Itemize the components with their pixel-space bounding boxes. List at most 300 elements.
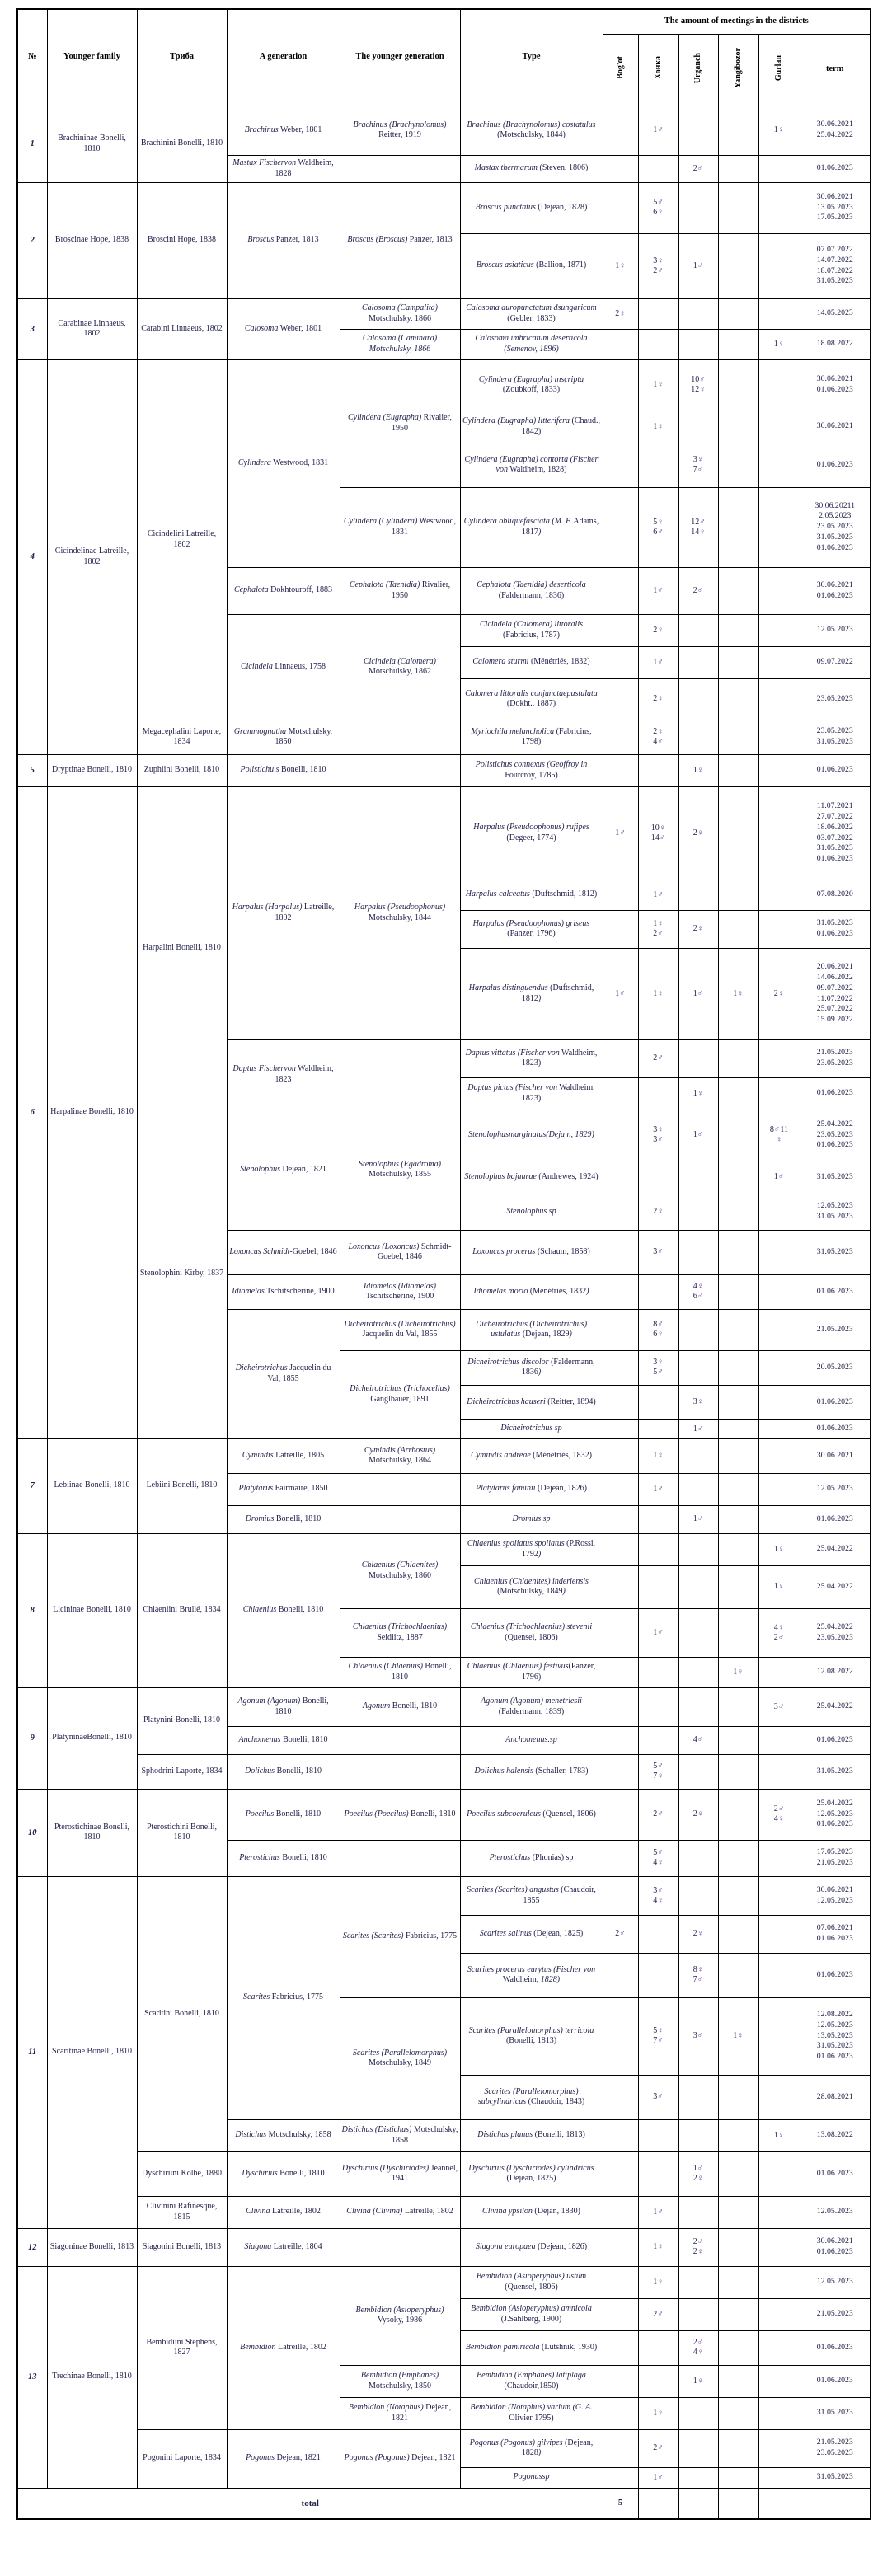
gender-symbol: ♀ (697, 1397, 704, 1406)
count-urganch: 1♂ (678, 1110, 718, 1161)
count-yangibozor (718, 2228, 758, 2266)
count-xonka (638, 2330, 678, 2365)
total-section (17, 2488, 871, 2519)
count-bogot (603, 1789, 638, 1840)
term-cell: 01.06.2023 (800, 1077, 871, 1110)
term-cell: 25.04.2022 (800, 1687, 871, 1726)
count-urganch (678, 1161, 718, 1194)
term-cell: 23.05.2023 (800, 678, 871, 720)
type-species-cell: Myriochila melancholica (Fabricius, 1798) (460, 720, 603, 754)
count-urganch (678, 1533, 718, 1565)
type-species-cell: Pterostichus (Phonias) sp (460, 1840, 603, 1876)
count-urganch: 3♂ (678, 1997, 718, 2075)
term-cell: 01.06.2023 (800, 1726, 871, 1754)
gender-symbol: ♂ (657, 929, 664, 938)
row-number: 11 (17, 1876, 47, 2228)
term-cell: 31.05.2023 (800, 2467, 871, 2488)
type-species-cell: Scarites (Parallelomorphus) terricola (Bonelli, 1813) (460, 1997, 603, 2075)
count-gurlan (758, 1230, 800, 1274)
triba-cell: Zuphiini Bonelli, 1810 (137, 754, 227, 786)
count-gurlan: 1♀ (758, 329, 800, 359)
younger-family-cell: Scaritinae Bonelli, 1810 (47, 1876, 137, 2228)
gender-symbol: ♀ (697, 2348, 704, 2357)
a-generation-cell: Grammognatha Motschulsky, 1850 (227, 720, 340, 754)
count-yangibozor (718, 1789, 758, 1840)
gender-symbol: ♀ (657, 919, 664, 928)
gender-symbol: ♂ (657, 2472, 664, 2482)
count-bogot (603, 678, 638, 720)
count-urganch: 1♂ (678, 1505, 718, 1533)
count-xonka: 1♀ (638, 2228, 678, 2266)
term-cell: 31.05.2023 (800, 1161, 871, 1194)
count-urganch (678, 1687, 718, 1726)
term-cell: 01.06.2023 (800, 1953, 871, 1997)
count-gurlan: 2♀ (758, 948, 800, 1039)
a-generation-cell: Cylindera Westwood, 1831 (227, 359, 340, 567)
triba-cell: Bembidiini Stephens, 1827 (137, 2266, 227, 2429)
type-species-cell: Dicheirotrichus sp (460, 1419, 603, 1438)
count-yangibozor (718, 614, 758, 646)
gender-symbol: ♂ (657, 657, 664, 667)
a-generation-cell: Bembidion Latreille, 1802 (227, 2266, 340, 2429)
count-urganch (678, 1840, 718, 1876)
count-bogot (603, 1274, 638, 1309)
count-yangibozor (718, 1953, 758, 1997)
gender-symbol: ♂ (697, 2164, 704, 2173)
type-species-cell: Broscus punctatus (Dejean, 1828) (460, 182, 603, 233)
count-xonka: 2♂ (638, 2429, 678, 2467)
species-row (17, 1754, 871, 1789)
col-header-district-gurlan (758, 34, 800, 106)
term-cell: 31.05.2023 (800, 2397, 871, 2429)
count-urganch: 2♂ 2♀ (678, 2228, 718, 2266)
count-urganch (678, 1350, 718, 1385)
triba-cell: Chlaeniini Brullé, 1834 (137, 1533, 227, 1687)
term-cell: 21.05.2023 23.05.2023 (800, 2429, 871, 2467)
species-row (17, 2196, 871, 2228)
a-generation-cell: Cymindis Latreille, 1805 (227, 1438, 340, 1473)
term-cell: 01.06.2023 (800, 443, 871, 487)
count-yangibozor (718, 411, 758, 443)
count-urganch (678, 880, 718, 910)
triba-cell: Cicindelini Latreille, 1802 (137, 359, 227, 720)
gender-symbol: ♀ (657, 2242, 664, 2251)
type-species-cell: Anchomenus.sp (460, 1726, 603, 1754)
triba-cell: Carabini Linnaeus, 1802 (137, 298, 227, 359)
term-cell: 12.08.2022 (800, 1657, 871, 1687)
term-cell: 25.04.2022 (800, 1533, 871, 1565)
type-species-cell: Calosoma auropunctatum dsungaricum (Gebler, 1833) (460, 298, 603, 329)
count-bogot (603, 1533, 638, 1565)
count-bogot (603, 614, 638, 646)
type-species-cell: Idiomelas morio (Ménétriés, 1832) (460, 1274, 603, 1309)
term-cell: 01.06.2023 (800, 2330, 871, 2365)
count-urganch: 4♀ 6♂ (678, 1274, 718, 1309)
count-gurlan (758, 1419, 800, 1438)
count-urganch (678, 720, 718, 754)
younger-generation-cell: Cephalota (Taenidia) Rivalier, 1950 (340, 567, 460, 614)
gender-symbol: ♂ (657, 1848, 664, 1857)
species-rows (17, 106, 871, 2488)
count-urganch (678, 411, 718, 443)
type-species-cell: Harpalus calceatus (Duftschmid, 1812) (460, 880, 603, 910)
count-gurlan (758, 1657, 800, 1687)
type-species-cell: Poecilus subcoeruleus (Quensel, 1806) (460, 1789, 603, 1840)
a-generation-cell: Scarites Fabricius, 1775 (227, 1876, 340, 2119)
count-xonka: 1♂ (638, 880, 678, 910)
younger-generation-cell: Chlaenius (Chlaenites) Motschulsky, 1860 (340, 1533, 460, 1608)
count-yangibozor (718, 329, 758, 359)
row-number: 4 (17, 359, 47, 754)
younger-generation-cell: Pogonus (Pogonus) Dejean, 1821 (340, 2429, 460, 2488)
type-species-cell: Broscus asiaticus (Ballion, 1871) (460, 233, 603, 298)
count-bogot (603, 720, 638, 754)
species-row (17, 1687, 871, 1726)
gender-symbol: ♀ (697, 1929, 704, 1938)
type-species-cell: Loxoncus procerus (Schaum, 1858) (460, 1230, 603, 1274)
type-species-cell: Brachinus (Brachynolomus) costatulus (Motschulsky, 1844) (460, 106, 603, 155)
species-row (17, 2429, 871, 2467)
count-gurlan (758, 1039, 800, 1077)
count-yangibozor (718, 880, 758, 910)
type-species-cell: Dromius sp (460, 1505, 603, 1533)
younger-generation-cell (340, 1754, 460, 1789)
gender-symbol: ♂ (697, 585, 704, 595)
type-species-cell: Bembidion pamiricola (Lutshnik, 1930) (460, 2330, 603, 2365)
type-species-cell: Daptus pictus (Fischer von Waldheim, 1823) (460, 1077, 603, 1110)
term-cell: 20.05.2023 (800, 1350, 871, 1385)
count-bogot (603, 1161, 638, 1194)
species-row (17, 786, 871, 880)
a-generation-cell: Loxoncus Schmidt-Goebel, 1846 (227, 1230, 340, 1274)
count-gurlan (758, 1997, 800, 2075)
count-yangibozor (718, 1726, 758, 1754)
count-urganch: 2♂ (678, 155, 718, 182)
count-yangibozor (718, 182, 758, 233)
term-cell: 25.04.2022 (800, 1565, 871, 1608)
count-xonka: 1♀ (638, 359, 678, 411)
gender-symbol: ♀ (657, 380, 664, 389)
gender-symbol: ♂ (619, 988, 626, 998)
younger-generation-cell (340, 1505, 460, 1533)
row-number: 5 (17, 754, 47, 786)
type-species-cell: Dicheirotrichus discolor (Faldermann, 1836) (460, 1350, 603, 1385)
triba-cell: Stenolophini Kirby, 1837 (137, 1110, 227, 1438)
term-cell: 07.06.2021 01.06.2023 (800, 1915, 871, 1953)
count-yangibozor: 1♀ (718, 1657, 758, 1687)
count-bogot (603, 880, 638, 910)
count-urganch: 2♀ (678, 786, 718, 880)
triba-cell: Megacephalini Laporte, 1834 (137, 720, 227, 754)
gender-symbol: ♀ (659, 823, 666, 833)
count-xonka: 3♂ (638, 2075, 678, 2119)
younger-generation-cell: Bembidion (Asioperyphus) Vysoky, 1986 (340, 2266, 460, 2365)
group-header-districts: The amount of meetings in the districts (603, 9, 871, 34)
a-generation-cell: Chlaenius Bonelli, 1810 (227, 1533, 340, 1687)
count-gurlan (758, 1915, 800, 1953)
count-gurlan (758, 2467, 800, 2488)
younger-generation-cell (340, 1473, 460, 1505)
count-xonka: 3♀ 2♂ (638, 233, 678, 298)
gender-symbol: ♂ (657, 1762, 664, 1771)
term-cell: 09.07.2022 (800, 646, 871, 678)
gender-symbol: ♂ (777, 1632, 785, 1642)
type-species-cell: Harpalus (Pseudoophonus) rufipes (Degeer, 1774) (460, 786, 603, 880)
younger-family-cell: PlatyninaeBonelli, 1810 (47, 1687, 137, 1789)
count-bogot (603, 2196, 638, 2228)
gender-symbol: ♂ (697, 1975, 704, 1984)
count-xonka: 3♂ (638, 1230, 678, 1274)
term-cell: 25.04.2022 12.05.2023 01.06.2023 (800, 1789, 871, 1840)
gender-symbol: ♀ (657, 1125, 664, 1134)
count-gurlan (758, 1953, 800, 1997)
species-row (17, 720, 871, 754)
gender-symbol: ♂ (657, 265, 664, 275)
term-cell: 01.06.2023 (800, 1274, 871, 1309)
gender-symbol: ♀ (697, 1088, 704, 1098)
count-bogot (603, 567, 638, 614)
total-count-bogot: 5 (603, 2488, 638, 2519)
count-gurlan (758, 2397, 800, 2429)
type-species-cell: Bembidion (Notaphus) varium (G. A. Olivier 1795) (460, 2397, 603, 2429)
a-generation-cell: Dolichus Bonelli, 1810 (227, 1754, 340, 1789)
gender-symbol: ♂ (697, 1130, 704, 1139)
count-yangibozor (718, 1876, 758, 1915)
count-yangibozor (718, 1565, 758, 1608)
count-bogot (603, 155, 638, 182)
count-urganch (678, 1608, 718, 1657)
triba-cell: Scaritini Bonelli, 1810 (137, 1876, 227, 2151)
count-bogot (603, 754, 638, 786)
table-header (17, 9, 871, 106)
count-xonka: 5♂ 4♀ (638, 1840, 678, 1876)
gender-symbol: ♀ (697, 2376, 704, 2386)
gender-symbol: ♀ (737, 988, 744, 998)
count-yangibozor (718, 2075, 758, 2119)
total-count-urganch (678, 2488, 718, 2519)
count-gurlan (758, 910, 800, 948)
col-header-type: Type (460, 9, 603, 106)
count-yangibozor (718, 1385, 758, 1419)
a-generation-cell: Idiomelas Tschitscherine, 1900 (227, 1274, 340, 1309)
gender-symbol: ♀ (699, 385, 706, 394)
count-gurlan (758, 1385, 800, 1419)
species-row (17, 182, 871, 233)
gender-symbol: ♀ (657, 421, 664, 431)
gender-symbol: ♀ (619, 308, 626, 318)
count-bogot (603, 1657, 638, 1687)
row-number: 8 (17, 1533, 47, 1687)
count-yangibozor (718, 2330, 758, 2365)
count-urganch: 1♀ (678, 754, 718, 786)
count-xonka: 2♀ (638, 1194, 678, 1230)
count-urganch (678, 1565, 718, 1608)
count-bogot (603, 329, 638, 359)
gender-symbol: ♂ (657, 889, 664, 899)
gender-symbol: ♀ (697, 924, 704, 933)
type-species-cell: Dolichus halensis (Schaller, 1783) (460, 1754, 603, 1789)
total-label: total (17, 2488, 603, 2519)
count-bogot (603, 1110, 638, 1161)
count-gurlan (758, 1505, 800, 1533)
gender-symbol: ♂ (657, 1627, 664, 1637)
count-xonka: 1♂ (638, 2467, 678, 2488)
gender-symbol: ♂ (697, 1292, 704, 1301)
count-bogot (603, 2298, 638, 2330)
species-row (17, 1110, 871, 1161)
younger-generation-cell: Brachinus (Brachynolomus) Reitter, 1919 (340, 106, 460, 155)
gender-symbol: ♂ (659, 833, 666, 842)
count-xonka: 2♀ 4♂ (638, 720, 678, 754)
count-gurlan (758, 233, 800, 298)
count-bogot (603, 2365, 638, 2397)
a-generation-cell: Pterostichus Bonelli, 1810 (227, 1840, 340, 1876)
count-bogot (603, 359, 638, 411)
count-xonka (638, 2365, 678, 2397)
count-gurlan (758, 2075, 800, 2119)
type-species-cell: Chlaenius (Trichochlaenius) stevenii (Quensel, 1806) (460, 1608, 603, 1657)
type-species-cell: Scarites procerus eurytus (Fischer von Waldheim, 1828) (460, 1953, 603, 1997)
species-row (17, 359, 871, 411)
type-species-cell: Harpalus distinguendus (Duftschmid, 1812) (460, 948, 603, 1039)
species-row (17, 754, 871, 786)
count-urganch: 10♂ 12♀ (678, 359, 718, 411)
count-xonka (638, 443, 678, 487)
count-xonka: 8♂ 6♀ (638, 1309, 678, 1350)
count-yangibozor (718, 1230, 758, 1274)
count-gurlan (758, 614, 800, 646)
col-header-no: № (17, 9, 47, 106)
count-gurlan (758, 487, 800, 567)
younger-generation-cell: Poecilus (Poecilus) Bonelli, 1810 (340, 1789, 460, 1840)
count-urganch (678, 2196, 718, 2228)
count-bogot (603, 1419, 638, 1438)
gender-symbol: ♀ (619, 260, 626, 270)
species-row (17, 1438, 871, 1473)
district-label-urganch: Urganch (693, 52, 702, 83)
count-gurlan (758, 786, 800, 880)
gender-symbol: ♀ (777, 339, 785, 349)
species-row (17, 1789, 871, 1840)
type-species-cell: Chlaenius spoliatus spoliatus (P.Rossi, 1792) (460, 1533, 603, 1565)
count-urganch: 4♂ (678, 1726, 718, 1754)
count-urganch: 2♂ (678, 567, 718, 614)
col-header-younger-family: Younger family (47, 9, 137, 106)
count-bogot (603, 2397, 638, 2429)
type-species-cell: Agonum (Agonum) menetriesii (Faldermann, 1839) (460, 1687, 603, 1726)
gender-symbol: ♂ (657, 2092, 664, 2101)
count-yangibozor (718, 233, 758, 298)
triba-cell: Dyschiriini Kolbe, 1880 (137, 2151, 227, 2196)
row-number: 6 (17, 786, 47, 1438)
count-bogot (603, 1473, 638, 1505)
count-gurlan (758, 2228, 800, 2266)
type-species-cell: Scarites (Scarites) angustus (Chaudoir, 1855 (460, 1876, 603, 1915)
count-urganch (678, 2298, 718, 2330)
younger-family-cell: Licininae Bonelli, 1810 (47, 1533, 137, 1687)
gender-symbol: ♂ (657, 1247, 664, 1256)
gender-symbol: ♂ (657, 2309, 664, 2319)
gender-symbol: ♀ (657, 517, 664, 527)
a-generation-cell: Cicindela Linnaeus, 1758 (227, 614, 340, 720)
gender-symbol: ♂ (657, 1053, 664, 1063)
count-gurlan: 1♀ (758, 1565, 800, 1608)
count-yangibozor (718, 754, 758, 786)
count-bogot (603, 182, 638, 233)
total-count-gurlan (758, 2488, 800, 2519)
count-urganch: 1♀ (678, 1077, 718, 1110)
a-generation-cell: Cephalota Dokhtouroff, 1883 (227, 567, 340, 614)
count-bogot (603, 1438, 638, 1473)
count-xonka: 2♂ (638, 1039, 678, 1077)
type-species-cell: Pogonus (Pogonus) gilvipes (Dejean, 1828) (460, 2429, 603, 2467)
younger-family-cell: Broscinae Hope, 1838 (47, 182, 137, 298)
type-species-cell: Stenolophusmarginatus(Deja n, 1829) (460, 1110, 603, 1161)
count-xonka (638, 1533, 678, 1565)
gender-symbol: ♂ (773, 1125, 781, 1134)
term-cell: 30.06.2021 12.05.2023 (800, 1876, 871, 1915)
count-gurlan (758, 720, 800, 754)
younger-generation-cell: Broscus (Broscus) Panzer, 1813 (340, 182, 460, 298)
gender-symbol: ♀ (699, 527, 706, 537)
count-yangibozor (718, 1754, 758, 1789)
term-cell: 13.08.2022 (800, 2119, 871, 2151)
count-xonka (638, 1385, 678, 1419)
count-bogot: 1♀ (603, 233, 638, 298)
count-yangibozor (718, 646, 758, 678)
count-xonka (638, 754, 678, 786)
count-urganch (678, 106, 718, 155)
beetle-meetings-table (16, 8, 871, 2520)
count-xonka: 1♀ (638, 1438, 678, 1473)
count-xonka: 2♀ (638, 678, 678, 720)
type-species-cell: Bembidion (Asioperyphus) ustum (Quensel, 1806) (460, 2266, 603, 2298)
type-species-cell: Cymindis andreae (Ménétriés, 1832) (460, 1438, 603, 1473)
row-number: 9 (17, 1687, 47, 1789)
a-generation-cell: Mastax Fischervon Waldheim, 1828 (227, 155, 340, 182)
count-urganch (678, 1657, 718, 1687)
count-urganch: 2♂ 4♀ (678, 2330, 718, 2365)
col-header-term: term (800, 34, 871, 106)
row-number: 10 (17, 1789, 47, 1876)
count-gurlan (758, 2266, 800, 2298)
count-bogot (603, 1876, 638, 1915)
count-gurlan (758, 1473, 800, 1505)
gender-symbol: ♂ (699, 517, 706, 527)
count-gurlan (758, 182, 800, 233)
gender-symbol: ♂ (699, 375, 706, 384)
count-urganch (678, 1754, 718, 1789)
triba-cell: Harpalini Bonelli, 1810 (137, 786, 227, 1110)
triba-cell: Lebiini Bonelli, 1810 (137, 1438, 227, 1533)
count-xonka (638, 1505, 678, 1533)
count-urganch: 1♂ (678, 948, 718, 1039)
count-yangibozor (718, 359, 758, 411)
col-header-a-generation: A generation (227, 9, 340, 106)
younger-generation-cell: Dicheirotrichus (Trichocellus) Ganglbauer, 1891 (340, 1350, 460, 1438)
term-cell: 12.05.2023 31.05.2023 (800, 1194, 871, 1230)
younger-generation-cell: Agonum Bonelli, 1810 (340, 1687, 460, 1726)
total-count-xonka (638, 2488, 678, 2519)
count-yangibozor (718, 155, 758, 182)
gender-symbol: ♂ (657, 2207, 664, 2217)
count-bogot (603, 1997, 638, 2075)
count-xonka: 1♂ (638, 646, 678, 678)
gender-symbol: ♂ (657, 1885, 664, 1895)
count-yangibozor (718, 1039, 758, 1077)
col-header-younger-generation: The younger generation (340, 9, 460, 106)
gender-symbol: ♀ (697, 2174, 704, 2183)
